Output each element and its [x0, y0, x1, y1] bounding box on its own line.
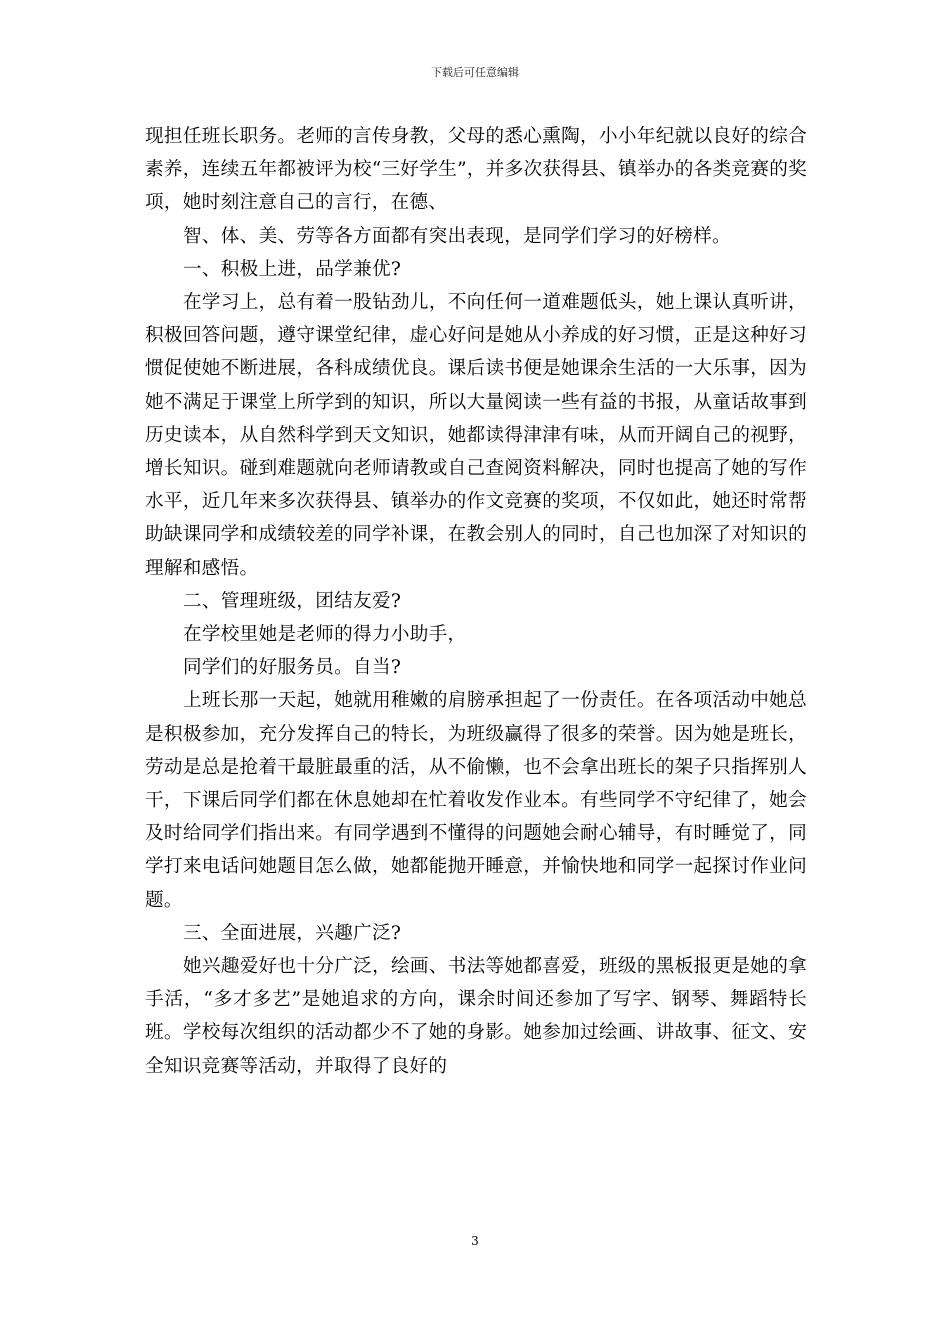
paragraph: 上班长那一天起，她就用稚嫩的肩膀承担起了一份责任。在各项活动中她总是积极参加，充分发挥自己的特长，为班级赢得了很多的荣誉。因为她是班长，劳动是总是抢着干最脏最重的活，从不偷懒，也不会拿出班长的架子只指挥别人干，下课后同学们都在休息她却在忙着收发作业本。有些同学不守纪律了，她会及时给同学们指出来。有同学遇到不懂得的问题她会耐心辅导，有时睡觉了，同学打来电话问她题目怎么做，她都能抛开睡意，并愉快地和同学一起探讨作业问题。	[145, 690, 807, 911]
paragraph: 现担任班长职务。老师的言传身教，父母的悉心熏陶，小小年纪就以良好的综合素养，连续五年都被评为校“三好学生”，并多次获得县、镇举办的各类竞赛的奖项，她时刻注意自己的言行，在德、	[145, 126, 807, 214]
page-number: 3	[471, 1234, 479, 1248]
paragraph: 智、体、美、劳等各方面都有突出表现，是同学们学习的好榜样。	[183, 225, 731, 247]
page-header-note: 下载后可任意编辑	[431, 66, 519, 79]
document-body	[145, 120, 807, 1083]
paragraph: 她兴趣爱好也十分广泛，绘画、书法等她都喜爱，班级的黑板报更是她的拿手活，“多才多艺”是她追求的方向，课余时间还参加了写字、钢琴、舞蹈特长班。学校每次组织的活动都少不了她的身影。她参加过绘画、讲故事、征文、安全知识竞赛等活动，并取得了良好的	[145, 956, 807, 1077]
section-heading: 二、管理班级，团结友爱?	[183, 590, 402, 612]
section-heading: 三、全面进展，兴趣广泛?	[183, 922, 402, 944]
paragraph: 在学校里她是老师的得力小助手，	[183, 624, 467, 646]
paragraph: 在学习上，总有着一股钻劲儿，不向任何一道难题低头，她上课认真听讲，积极回答问题，遵守课堂纪律，虚心好问是她从小养成的好习惯，正是这种好习惯促使她不断进展，各科成绩优良。课后读书便是她课余生活的一大乐事，因为她不满足于课堂上所学到的知识，所以大量阅读一些有益的书报，从童话故事到历史读本，从自然科学到天文知识，她都读得津津有味，从而开阔自己的视野，增长知识。碰到难题就向老师请教或自己查阅资料解决，同时也提高了她的写作水平，近几年来多次获得县、镇举办的作文竞赛的奖项，不仅如此，她还时常帮助缺课同学和成绩较差的同学补课，在教会别人的同时，自己也加深了对知识的理解和感悟。	[145, 292, 807, 579]
paragraph: 同学们的好服务员。自当?	[183, 657, 402, 679]
section-heading: 一、积极上进，品学兼优?	[183, 258, 402, 280]
